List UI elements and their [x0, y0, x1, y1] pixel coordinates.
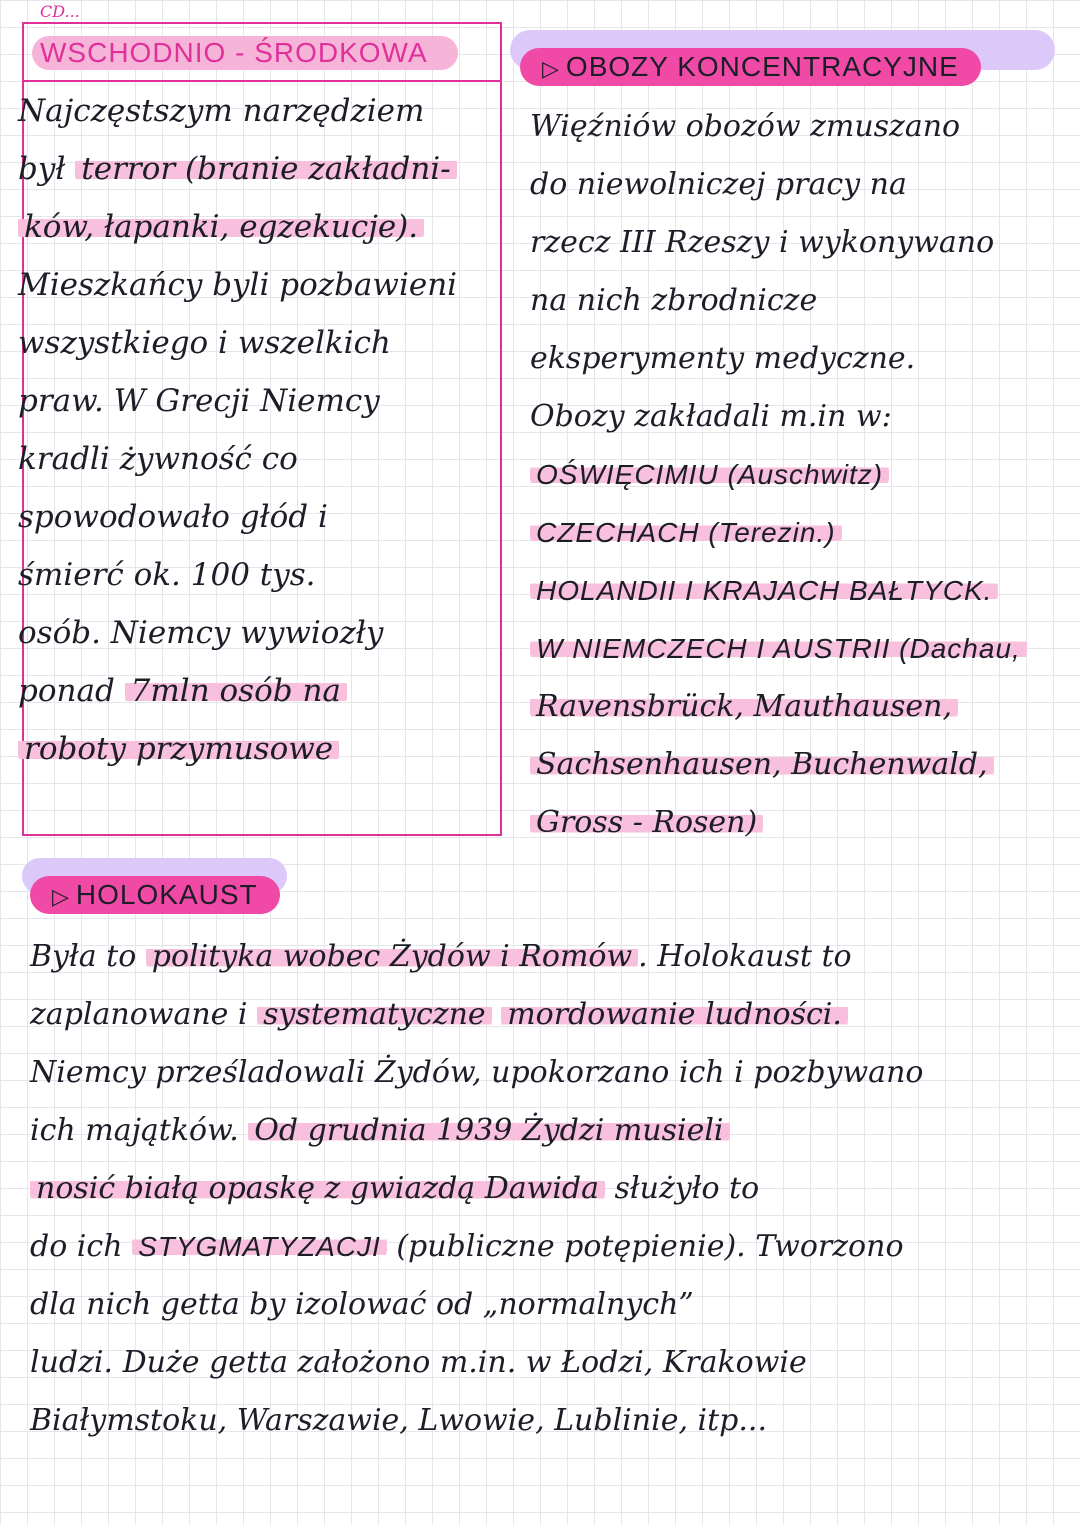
- text-line: ponad 7mln osób na: [18, 662, 473, 720]
- text-line: Mieszkańcy byli pozbawieni: [18, 267, 458, 303]
- location-highlight: Sachsenhausen, Buchenwald,: [530, 747, 994, 782]
- text-line: spowodowało głód i: [18, 499, 328, 535]
- highlight: 7mln osób na: [125, 673, 347, 709]
- text-line: [30, 1276, 1070, 1334]
- holocaust-text: [30, 928, 1070, 1450]
- text-line: Więźniów obozów zmuszano: [530, 109, 961, 144]
- text-run: . Holokaust to: [638, 939, 852, 974]
- location-highlight: OŚWIĘCIMIU (Auschwitz): [530, 459, 889, 490]
- text-run: zaplanowane i: [30, 997, 258, 1032]
- text-line: osób. Niemcy wywiozły: [18, 615, 384, 651]
- location-highlight: Gross - Rosen): [530, 805, 763, 840]
- camps-text: [530, 98, 1075, 852]
- triangle-bullet-icon: ▷: [542, 56, 560, 81]
- location-line: [530, 504, 1075, 562]
- text-line: był terror (branie zakładni-: [18, 140, 473, 198]
- text-line: wszystkiego i wszelkich: [18, 325, 391, 361]
- text-line: [30, 1160, 1070, 1218]
- text-line: śmierć ok. 100 tys.: [18, 557, 316, 593]
- holocaust-heading: [30, 876, 280, 914]
- text-line: [30, 928, 1070, 986]
- text-line: eksperymenty medyczne.: [530, 341, 916, 376]
- location-highlight: W NIEMCZECH I AUSTRII (Dachau,: [530, 633, 1027, 664]
- text-run: dla nich getta by izolować od „normalnych”: [30, 1287, 694, 1322]
- text-run: (publiczne potępienie). Tworzono: [386, 1229, 904, 1264]
- text-line: [30, 1392, 1070, 1450]
- text-line: rzecz III Rzeszy i wykonywano: [530, 225, 995, 260]
- text-line: [30, 1218, 1070, 1276]
- highlight: STYGMATYZACJI: [132, 1231, 387, 1262]
- location-line: [530, 562, 1075, 620]
- text-line: na nich zbrodnicze: [530, 283, 818, 318]
- text-line: [18, 720, 473, 778]
- location-line: [530, 678, 1075, 736]
- text-line: [30, 1334, 1070, 1392]
- text-run: Niemcy prześladowali Żydów, upokorzano ich i pozbywano: [30, 1055, 924, 1090]
- camps-heading: [520, 48, 981, 86]
- location-line: [530, 620, 1075, 678]
- location-highlight: Ravensbrück, Mauthausen,: [530, 689, 958, 724]
- highlight: roboty przymusowe: [18, 731, 339, 767]
- holocaust-heading-text: HOLOKAUST: [75, 879, 258, 910]
- location-line: [530, 736, 1075, 794]
- text-line: do niewolniczej pracy na: [530, 167, 907, 202]
- camps-heading-text: OBOZY KONCENTRACYJNE: [565, 51, 959, 82]
- location-highlight: CZECHACH (Terezin.): [530, 517, 842, 548]
- text-run: do ich: [30, 1229, 133, 1264]
- text-line: [30, 986, 1070, 1044]
- highlight: polityka wobec Żydów i Romów: [146, 939, 638, 974]
- text-run: ich majątków.: [30, 1113, 249, 1148]
- highlight: Od grudnia 1939 Żydzi musieli: [248, 1113, 729, 1148]
- highlight: ków, łapanki, egzekucje).: [18, 209, 424, 245]
- text-run: służyło to: [605, 1171, 760, 1206]
- text-line: Najczęstszym narzędziem: [18, 93, 425, 129]
- text-run: Białymstoku, Warszawie, Lwowie, Lublinie, itp...: [30, 1403, 767, 1438]
- highlight: systematyczne: [257, 997, 492, 1032]
- triangle-bullet-icon: ▷: [52, 884, 70, 909]
- highlight: mordowanie ludności.: [501, 997, 848, 1032]
- left-box-title: WSCHODNIO - ŚRODKOWA: [32, 36, 458, 70]
- location-line: [530, 446, 1075, 504]
- text-run: Była to: [30, 939, 146, 974]
- text-run: ludzi. Duże getta założono m.in. w Łodzi, Krakowie: [30, 1345, 807, 1380]
- location-line: [530, 794, 1075, 852]
- highlight: nosić białą opaskę z gwiazdą Dawida: [30, 1171, 605, 1206]
- location-highlight: HOLANDII I KRAJACH BAŁTYCK.: [530, 575, 998, 606]
- text-line: kradli żywność co: [18, 441, 298, 477]
- left-box-text: [18, 82, 473, 778]
- text-line: [18, 198, 473, 256]
- corner-mark: CD...: [40, 2, 80, 21]
- text-run: [492, 997, 502, 1032]
- text-line: [30, 1044, 1070, 1102]
- text-line: praw. W Grecji Niemcy: [18, 383, 380, 419]
- highlight: terror (branie zakładni-: [75, 151, 456, 187]
- text-line: [30, 1102, 1070, 1160]
- text-line: Obozy zakładali m.in w:: [530, 399, 892, 434]
